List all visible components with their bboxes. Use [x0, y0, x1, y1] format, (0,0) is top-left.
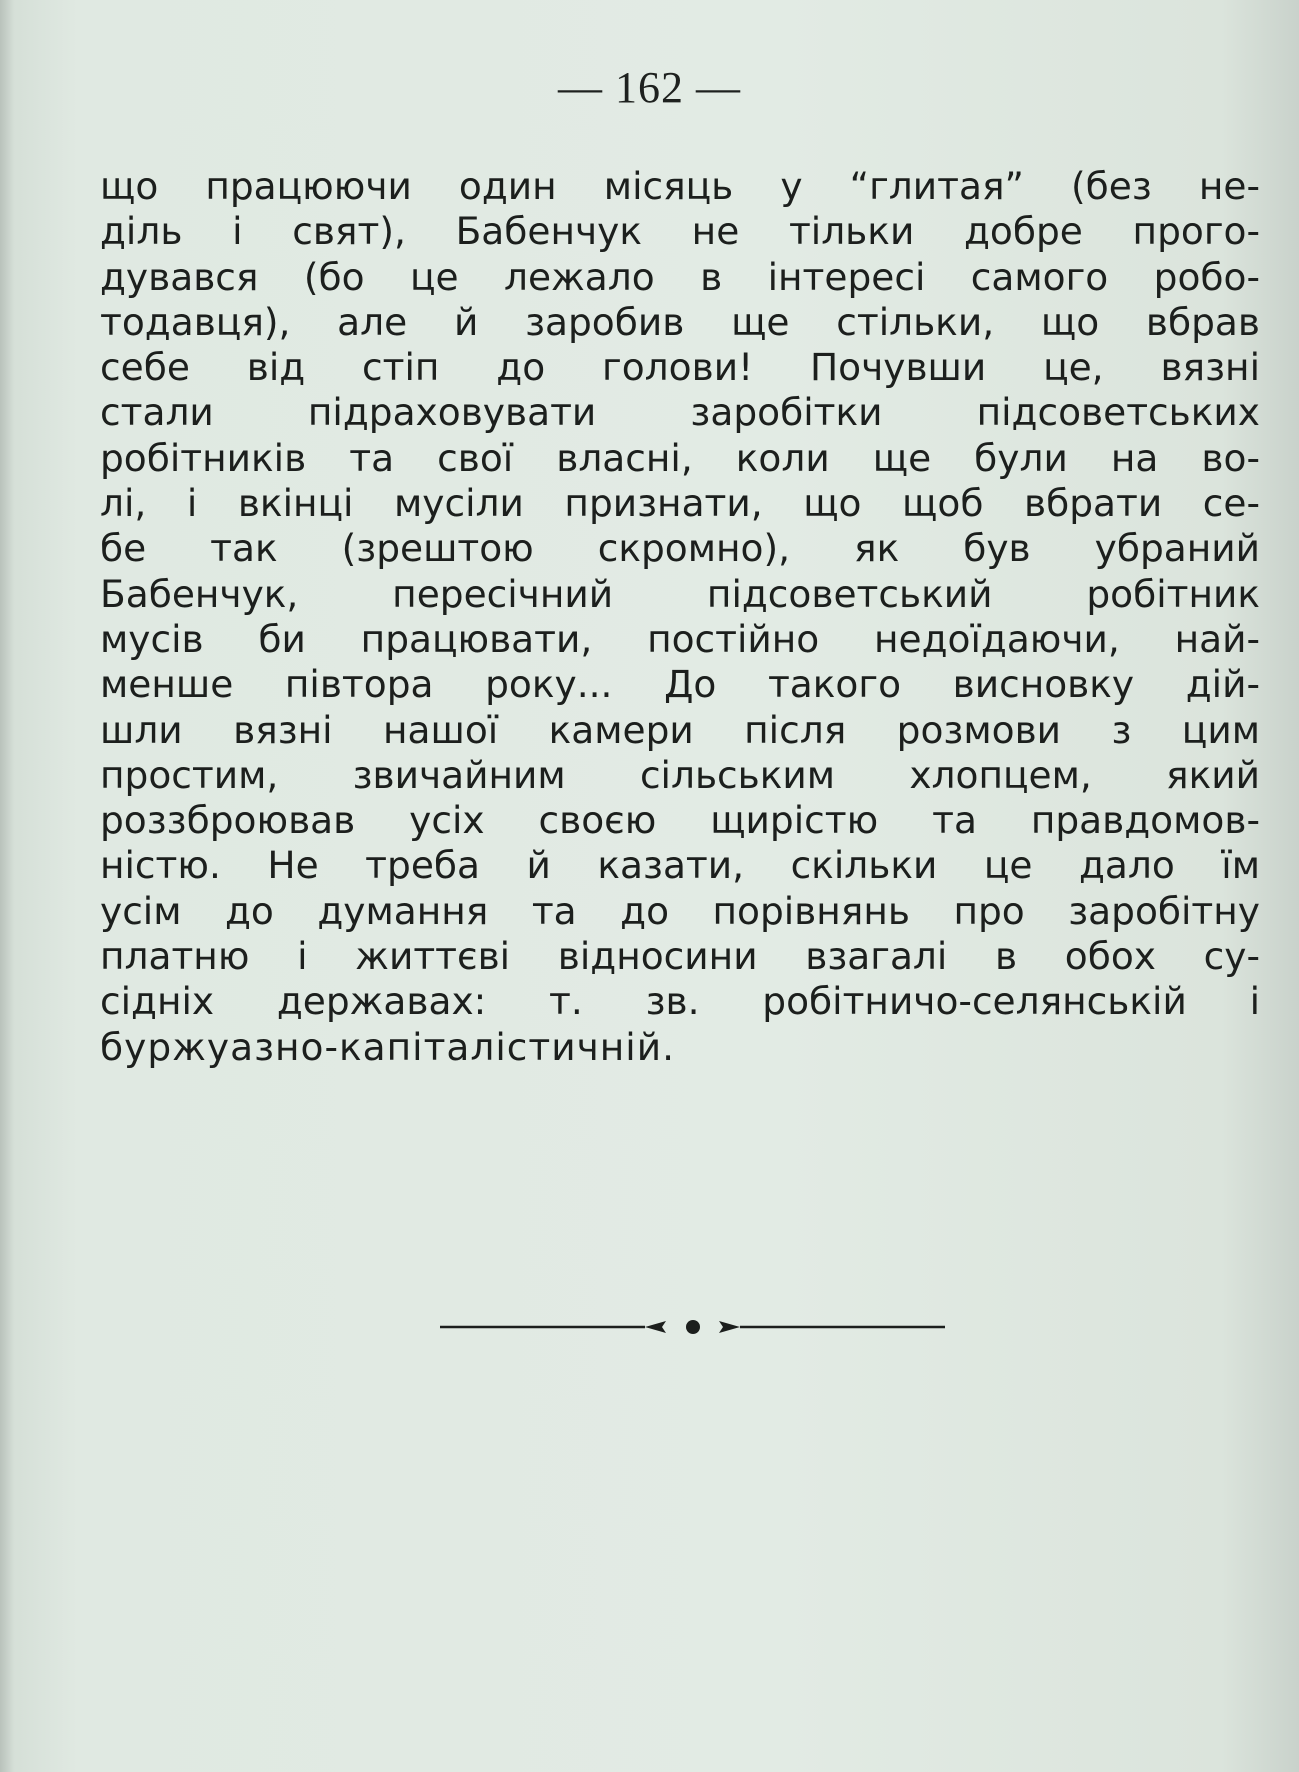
text-line: мусів би працювати, постійно недоїдаючи, най- [100, 616, 1260, 661]
text-line: дувався (бо це лежало в інтересі самого робо- [100, 254, 1260, 299]
text-line: лі, і вкінці мусіли признати, що щоб вбрати се- [100, 481, 1260, 526]
text-line: бе так (зрештою скромно), як був убраний [100, 526, 1260, 571]
text-line: Бабенчук, пересічний підсоветський робітник [100, 571, 1260, 616]
text-line: ністю. Не треба й казати, скільки це дало їм [100, 843, 1260, 888]
text-line: себе від стіп до голови! Почувши це, вязні [100, 345, 1260, 390]
text-line: роззброював усіх своєю щирістю та правдомов- [100, 798, 1260, 843]
text-line: платню і життєві відносини взагалі в обох су- [100, 934, 1260, 979]
text-line: простим, звичайним сільським хлопцем, який [100, 752, 1260, 797]
text-line: що працюючи один місяць у “глитая” (без не- [100, 164, 1260, 208]
body-text [100, 164, 1260, 1070]
text-line: менше півтора року... До такого висновку дій- [100, 662, 1260, 707]
text-line: шли вязні нашої камери після розмови з цим [100, 707, 1260, 752]
divider-center-dot [686, 1320, 700, 1334]
text-line: сідніх державах: т. зв. робітничо-селянській і [100, 979, 1260, 1024]
text-line: діль і свят), Бабенчук не тільки добре прого- [100, 209, 1260, 254]
text-line: тодавця), але й заробив ще стільки, що вбрав [100, 299, 1260, 344]
text-line: стали підраховувати заробітки підсоветських [100, 390, 1260, 435]
page-number: — 162 — [558, 63, 741, 112]
text-line-last: буржуазно-капіталістичній. [100, 1024, 676, 1069]
divider-right-arrow [719, 1321, 740, 1333]
page-gutter-shadow [0, 0, 14, 1772]
divider-ornament-icon [440, 1315, 945, 1339]
divider-left-arrow [645, 1321, 666, 1333]
text-line: робітників та свої власні, коли ще були на во- [100, 435, 1260, 480]
text-line: усім до думання та до порівнянь про заробітну [100, 888, 1260, 933]
